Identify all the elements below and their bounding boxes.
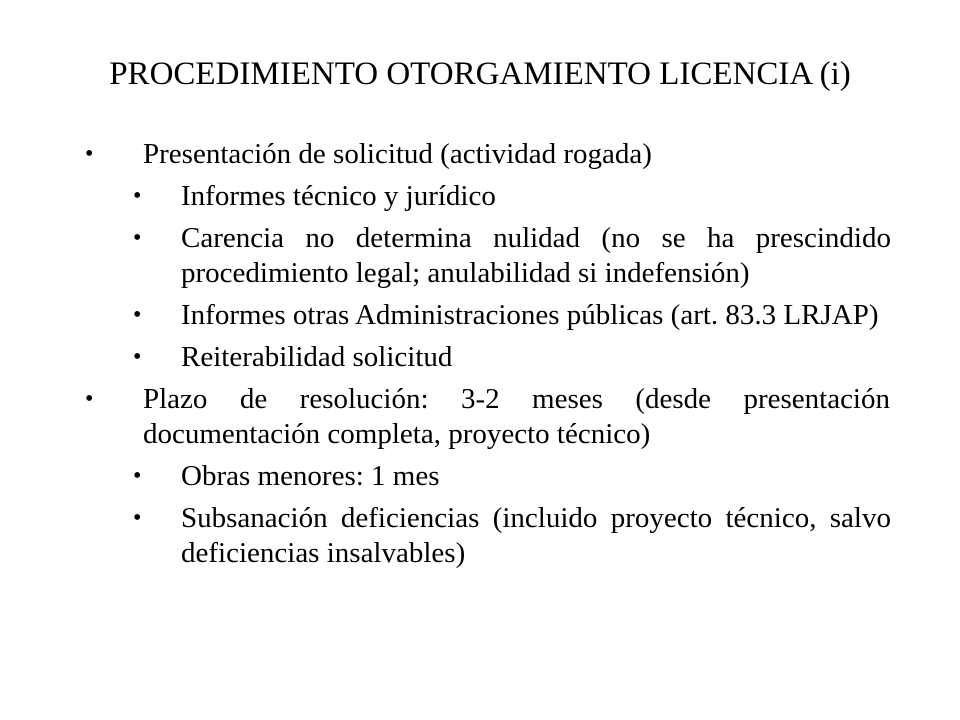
list-item <box>0 340 891 375</box>
bullet-icon: • <box>133 505 142 531</box>
list-item-text: Obras menores: 1 mes <box>181 460 440 492</box>
bullet-icon: • <box>133 225 142 251</box>
slide-title: PROCEDIMIENTO OTORGAMIENTO LICENCIA (i) <box>109 56 851 92</box>
bullet-icon: • <box>133 344 142 370</box>
bullet-icon: • <box>133 302 142 328</box>
list-item-text: Informes técnico y jurídico <box>181 180 496 212</box>
bullet-icon: • <box>85 386 94 412</box>
list-item-text: Presentación de solicitud (actividad rogada) <box>143 138 652 170</box>
list-item-text: Plazo de resolución: 3-2 meses (desde presentación documentación completa, proyecto técnico) <box>143 383 890 450</box>
list-item <box>0 221 891 291</box>
bullet-icon: • <box>85 141 94 167</box>
list-item <box>0 137 890 172</box>
list-item <box>0 459 891 494</box>
list-item <box>0 179 891 214</box>
list-item-text: Carencia no determina nulidad (no se ha prescindido procedimiento legal; anulabilidad si indefensión) <box>181 222 891 289</box>
bullet-icon: • <box>133 463 142 489</box>
list-item-text: Reiterabilidad solicitud <box>181 341 453 373</box>
list-item <box>0 501 891 571</box>
bullet-icon: • <box>133 183 142 209</box>
bullet-list <box>0 137 960 578</box>
list-item <box>0 382 890 452</box>
list-item-text: Informes otras Administraciones públicas (art. 83.3 LRJAP) <box>181 299 879 331</box>
list-item-text: Subsanación deficiencias (incluido proyecto técnico, salvo deficiencias insalvables) <box>181 502 891 569</box>
list-item <box>0 298 891 333</box>
